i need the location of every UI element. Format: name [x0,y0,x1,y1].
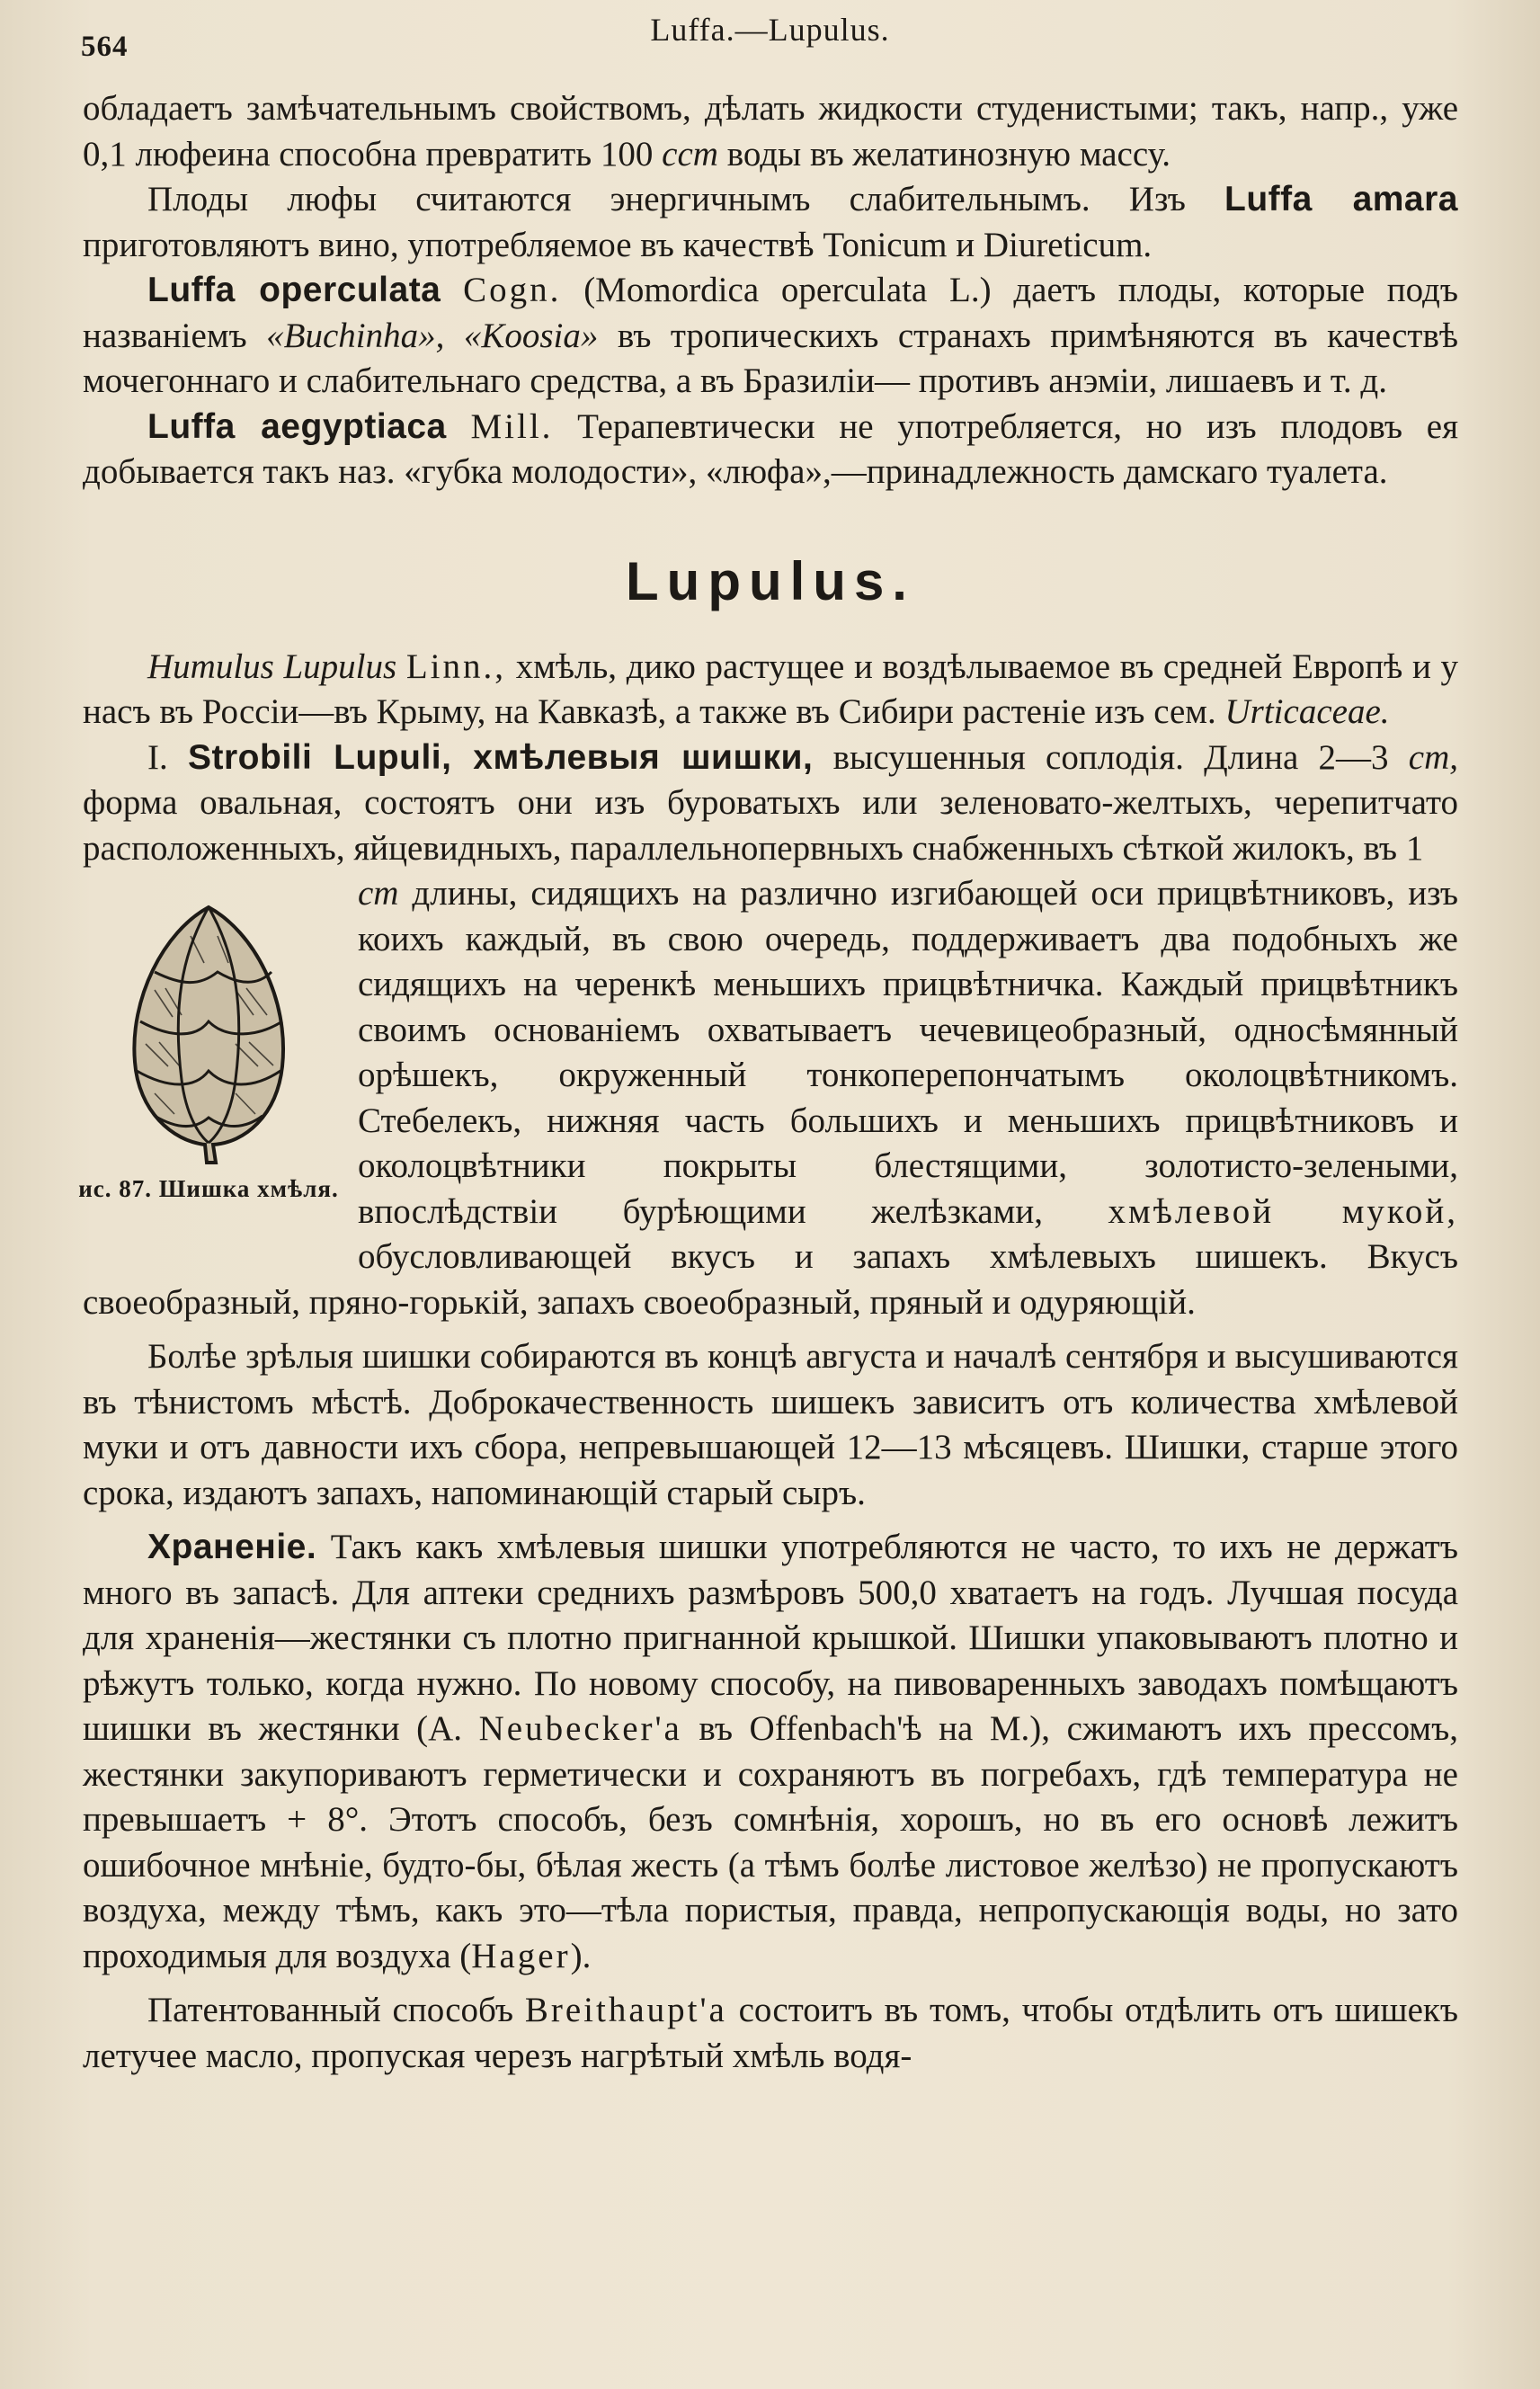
paragraph-harvest: Болѣе зрѣлыя шишки собираются въ концѣ августа и началѣ сентября и высушиваются въ тѣнистомъ мѣстѣ. Доброкачественность шишекъ зависитъ отъ количества хмѣлевой муки и отъ давности ихъ сбора, непревышающей 12—13 мѣсяцевъ. Шишки, старше этого срока, издаютъ запахъ, напоминающій старый сыръ. [83,1337,1458,1512]
paragraph-luffeine: обладаетъ замѣчательнымъ свойствомъ, дѣлать жидкости студенистыми; такъ, напр., уже 0,1 люфеина способна превратить 100 ccm воды въ желатинозную массу. [83,89,1458,174]
term-luffa-amara: Luffa amara [1224,180,1458,218]
hop-cone-illustration [119,900,298,1170]
species-name: Humulus Lupulus [147,646,397,686]
paragraph-strobili-description: cm длины, сидящихъ на различно изгибающей оси прицвѣтниковъ, изъ коихъ каждый, въ свою очередь, поддерживаетъ два подобныхъ же сидящихъ на черенкѣ меньшихъ прицвѣтничка. Каждый прицвѣтникъ своимъ основаніемъ охватываетъ чечевицеобразный, односѣмянный орѣшекъ, окруженный тонкоперепончатымъ околоцвѣтникомъ. Стебелекъ, нижняя часть большихъ и меньшихъ прицвѣтниковъ и околоцвѣтники покрыты блестящими, золотисто-зелеными, впослѣдствіи бурѣющими желѣзками, хмѣлевой мукой, обусловливающей вкусъ и запахъ хмѣлевыхъ шишекъ. Вкусъ своеобразный, пряно-горькій, запахъ своеобразный, пряный и одуряющій. [83,874,1458,1322]
page-body [78,86,1459,2079]
paragraph-humulus-intro: Humulus Lupulus Linn., хмѣль, дико растущее и воздѣлываемое въ средней Европѣ и у насъ въ Россіи—въ Крыму, на Кавказѣ, а также въ Сибири растеніе изъ сем. Urticaceae. [83,646,1459,731]
term-strobili-lupuli: Strobili Lupuli, хмѣлевыя шишки, [188,737,814,777]
unit-ccm: ccm [662,134,718,174]
paragraph-strobili: I. Strobili Lupuli, хмѣлевыя шишки, высушенныя соплодія. Длина 2—3 cm, форма овальная, состоятъ они изъ буроватыхъ или зеленовато-желтыхъ, черепитчато расположенныхъ, яйцевидныхъ, параллельнопервныхъ снабженныхъ сѣткой жилокъ, въ 1 [83,737,1458,868]
running-title: Luffa.—Lupulus. [650,12,890,48]
paragraph-luffa-aegyptiaca: Luffa aegyptiaca Mill. Терапевтически не употребляется, но изъ плодовъ ея добывается такъ наз. «губка молодости», «люфа»,—принадлежность дамскаго туалета. [83,406,1459,491]
paragraph-patent: Патентованный способъ Breithaupt'a состоитъ въ томъ, чтобы отдѣлить отъ шишекъ летучее масло, пропуская черезъ нагрѣтый хмѣль водя- [83,1991,1459,2075]
paragraph-luffa-amara: Плоды люфы считаются энергичнымъ слабительнымъ. Изъ Luffa amara приготовляютъ вино, употребляемое въ качествѣ Tonicum и Diureticum. [83,180,1458,264]
family-name: Urticaceae. [1224,692,1390,731]
figure-caption: ис. 87. Шишка хмѣля. [78,1175,339,1202]
term-storage: Храненіе. [147,1528,317,1566]
term-luffa-aegyptiaca: Luffa aegyptiaca [147,406,447,446]
hop-cone-figure [77,873,340,1278]
page-number: 564 [81,31,129,63]
term-luffa-operculata: Luffa operculata [147,271,441,309]
paragraph-storage: Храненіе. Такъ какъ хмѣлевыя шишки употребляются не часто, то ихъ не держатъ много въ запасѣ. Для аптеки среднихъ размѣровъ 500,0 хватаетъ на годъ. Лучшая посуда для храненія—жестянки съ плотно пригнанной крышкой. Шишки упаковываютъ плотно и рѣжутъ только, когда нужно. По новому способу, на пивоваренныхъ заводахъ помѣщаютъ шишки въ жестянки (A. Neubecker'a въ Offenbach'ѣ на M.), сжимаютъ ихъ прессомъ, жестянки закупориваютъ герметически и сохраняютъ въ погребахъ, гдѣ температура не превышаетъ + 8°. Этотъ способъ, безъ сомнѣнія, хорошъ, но въ его основѣ лежитъ ошибочное мнѣніе, будто-бы, бѣлая жесть (а тѣмъ болѣе листовое желѣзо) не пропускаютъ воздуха, между тѣмъ, какъ это—тѣла пористыя, правда, непропускающія воды, но зато проходимыя для воздуха (Hager). [83,1528,1459,1975]
term-hop-flour: хмѣлевой мукой, [1108,1191,1458,1231]
section-heading: Lupulus. [626,550,915,611]
paragraph-luffa-operculata: Luffa operculata Cogn. (Momordica operculata L.) даетъ плоды, которые подъ названіемъ «Buchinha», «Koosia» въ тропическихъ странахъ примѣняются въ качествѣ мочегоннаго и слабительнаго средства, а въ Бразиліи— противъ анэміи, лишаевъ и т. д. [83,271,1459,400]
page-header [81,5,1459,63]
